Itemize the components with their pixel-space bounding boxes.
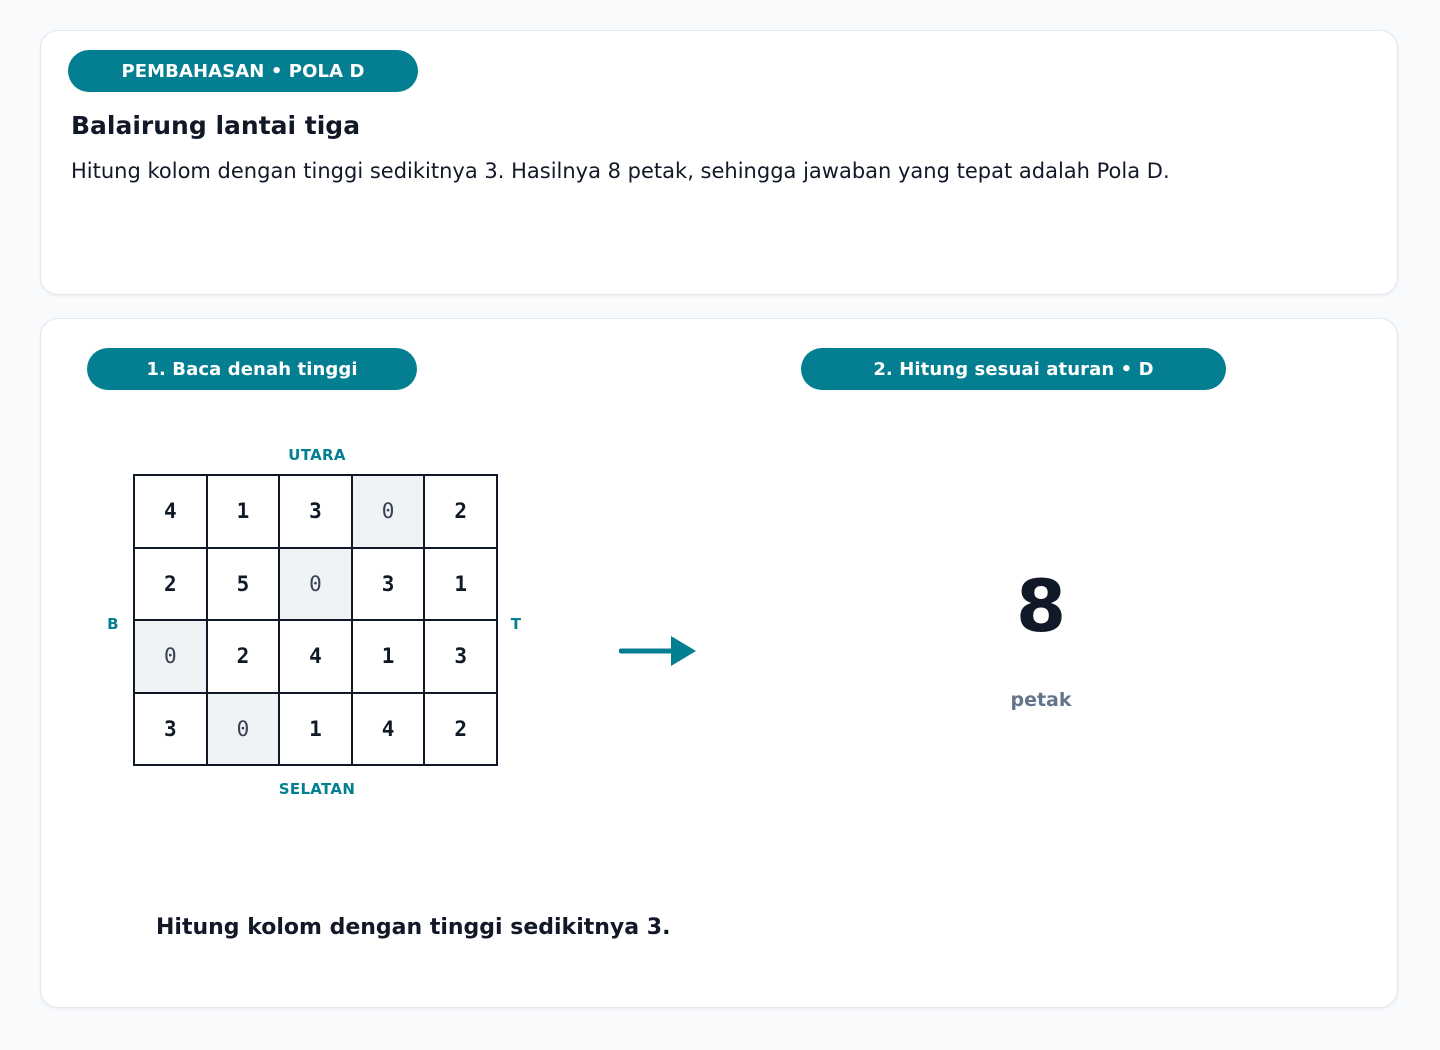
step1-badge: 1. Baca denah tinggi <box>87 348 417 390</box>
grid-cell: 1 <box>279 693 352 766</box>
rule-note: Hitung kolom dengan tinggi sedikitnya 3. <box>156 915 671 940</box>
grid-cell: 2 <box>424 475 497 548</box>
compass-north-label: UTARA <box>288 446 346 464</box>
step2-badge: 2. Hitung sesuai aturan • D <box>801 348 1226 390</box>
height-map-grid <box>133 474 498 766</box>
grid-cell: 1 <box>352 620 425 693</box>
explanation-text: Hitung kolom dengan tinggi sedikitnya 3. Hasilnya 8 petak, sehingga jawaban yang tepat adalah Pola D. <box>71 159 1170 183</box>
page-title: Balairung lantai tiga <box>71 111 361 140</box>
grid-cell: 2 <box>207 620 280 693</box>
grid-cell: 3 <box>352 548 425 621</box>
grid-cell: 2 <box>424 693 497 766</box>
compass-east-label: T <box>510 615 522 633</box>
pattern-badge: PEMBAHASAN • POLA D <box>68 50 418 92</box>
result-value: 8 <box>1015 564 1067 648</box>
explanation-header-card <box>40 30 1398 295</box>
grid-cell: 3 <box>424 620 497 693</box>
grid-cell: 0 <box>352 475 425 548</box>
result-unit: petak <box>1010 689 1072 711</box>
arrow-right-icon <box>619 633 699 669</box>
grid-cell: 1 <box>424 548 497 621</box>
grid-cell: 3 <box>279 475 352 548</box>
grid-cell: 1 <box>207 475 280 548</box>
grid-cell: 5 <box>207 548 280 621</box>
grid-cell: 0 <box>207 693 280 766</box>
grid-cell: 2 <box>134 548 207 621</box>
grid-cell: 4 <box>279 620 352 693</box>
solution-steps-card <box>40 318 1398 1008</box>
grid-cell: 0 <box>134 620 207 693</box>
grid-cell: 3 <box>134 693 207 766</box>
grid-cell: 4 <box>352 693 425 766</box>
grid-cell: 4 <box>134 475 207 548</box>
grid-cell: 0 <box>279 548 352 621</box>
compass-west-label: B <box>107 615 119 633</box>
compass-south-label: SELATAN <box>278 780 356 798</box>
